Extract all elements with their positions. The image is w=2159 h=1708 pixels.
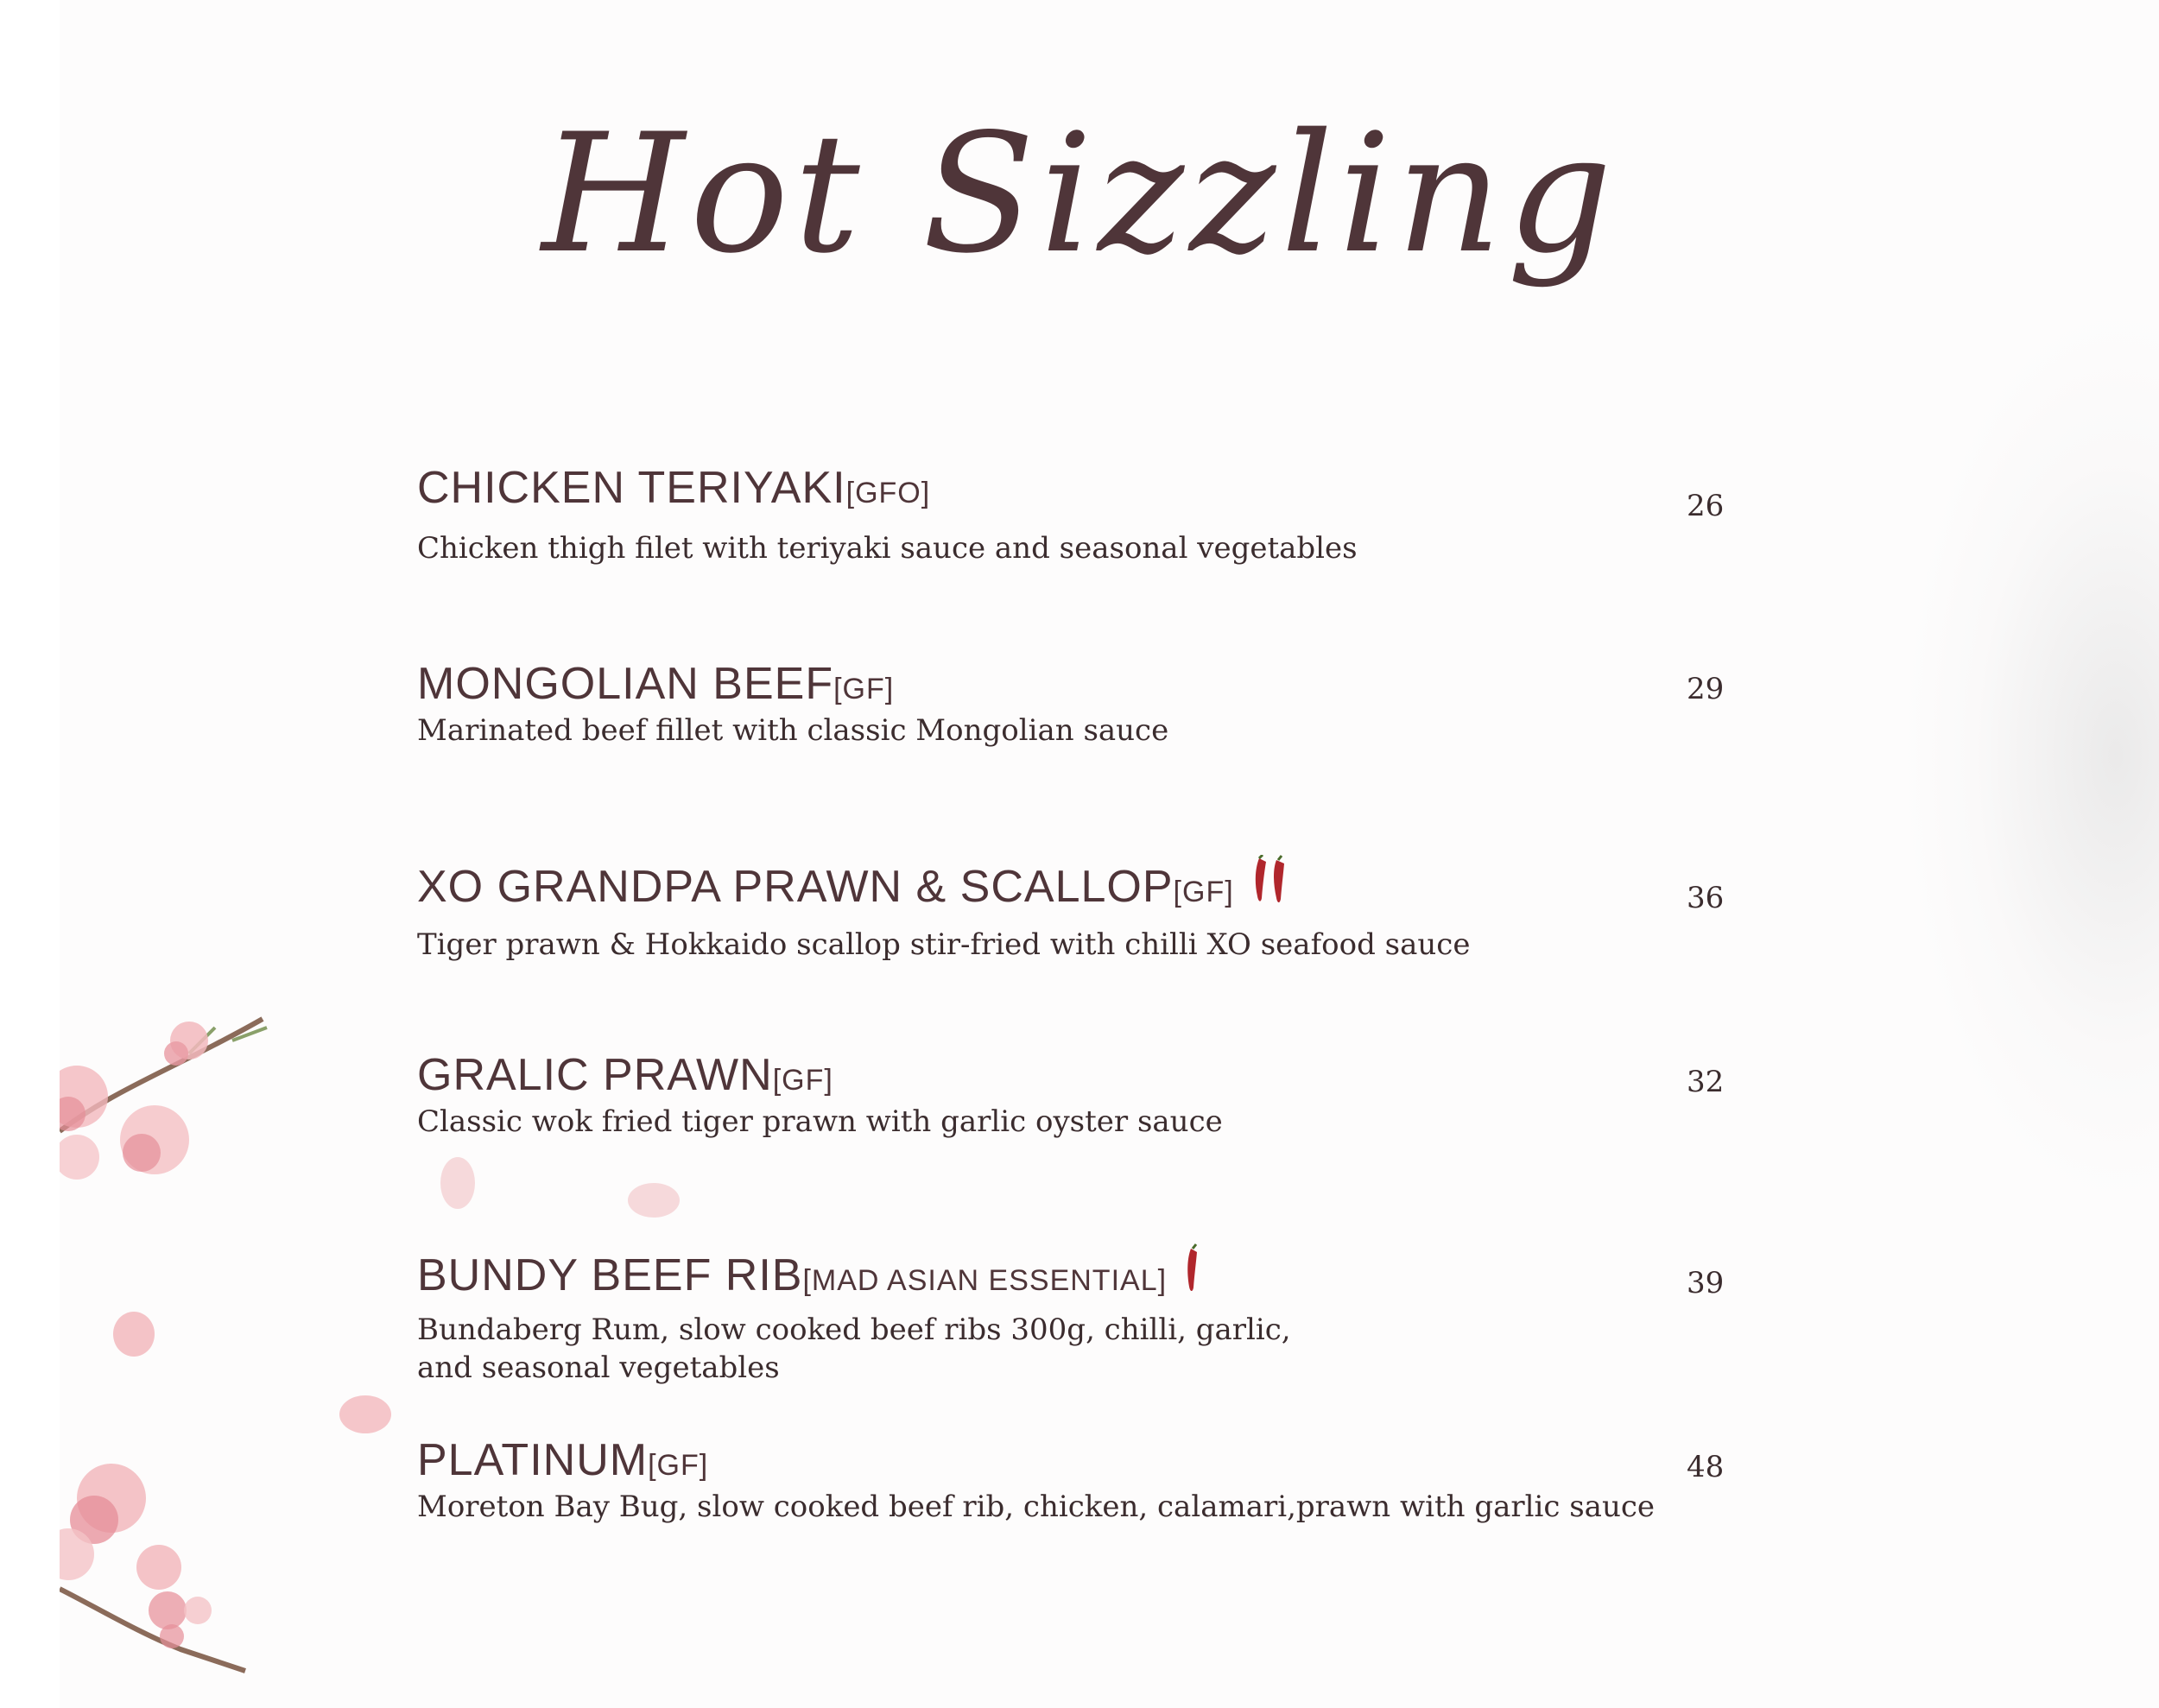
cherry-blossom-icon (60, 1002, 275, 1200)
petal-icon (624, 1179, 684, 1222)
item-tag: [GF] (648, 1449, 709, 1482)
chilli-icon (1247, 855, 1292, 907)
menu-item-mongolian-beef (417, 660, 1738, 750)
menu-item-xo-grandpa-prawn (417, 855, 1738, 964)
petal-icon (335, 1390, 396, 1438)
chilli-icon (1181, 1243, 1203, 1295)
item-tag: [GFO] (845, 477, 931, 509)
menu-item-chicken-teriyaki (417, 464, 1738, 567)
petal-icon (108, 1308, 160, 1360)
item-name: PLATINUM (417, 1435, 649, 1485)
item-tag: [MAD ASIAN ESSENTIAL] (802, 1264, 1168, 1297)
menu-item-platinum (417, 1436, 1738, 1526)
item-description: Chicken thigh filet with teriyaki sauce and seasonal vegetables (417, 531, 1358, 566)
item-description: Moreton Bay Bug, slow cooked beef rib, chicken, calamari,prawn with garlic sauce (417, 1490, 1656, 1525)
item-description-line-1: Bundaberg Rum, slow cooked beef ribs 300g, chilli, garlic, (417, 1313, 1291, 1348)
cherry-blossom-icon (60, 1459, 250, 1684)
menu-title: Hot Sizzling (541, 98, 1618, 289)
item-tag: [GF] (772, 1064, 833, 1097)
menu-item-garlic-prawn (417, 1051, 1738, 1141)
item-tag: [GF] (1173, 876, 1234, 908)
page-shadow (1900, 302, 2159, 1209)
item-price: 48 (1687, 1450, 1725, 1484)
item-name: XO GRANDPA PRAWN & SCALLOP (417, 862, 1174, 912)
item-price: 36 (1687, 881, 1725, 915)
item-price: 39 (1687, 1266, 1725, 1300)
item-description: Marinated beef fillet with classic Mongolian sauce (417, 713, 1169, 749)
item-description-line-2: and seasonal vegetables (417, 1351, 780, 1386)
item-description: Tiger prawn & Hokkaido scallop stir-fried with chilli XO seafood sauce (417, 927, 1471, 963)
item-price: 26 (1687, 489, 1725, 523)
item-price: 29 (1687, 672, 1725, 706)
item-name: MONGOLIAN BEEF (417, 659, 834, 709)
item-name: CHICKEN TERIYAKI (417, 463, 846, 513)
petal-icon (432, 1153, 484, 1213)
item-description: Classic wok fried tiger prawn with garlic oyster sauce (417, 1104, 1223, 1140)
menu-item-bundy-beef-rib (417, 1243, 1738, 1387)
item-name: GRALIC PRAWN (417, 1050, 773, 1100)
item-price: 32 (1687, 1065, 1725, 1099)
item-name: BUNDY BEEF RIB (417, 1250, 803, 1300)
item-tag: [GF] (833, 673, 895, 705)
